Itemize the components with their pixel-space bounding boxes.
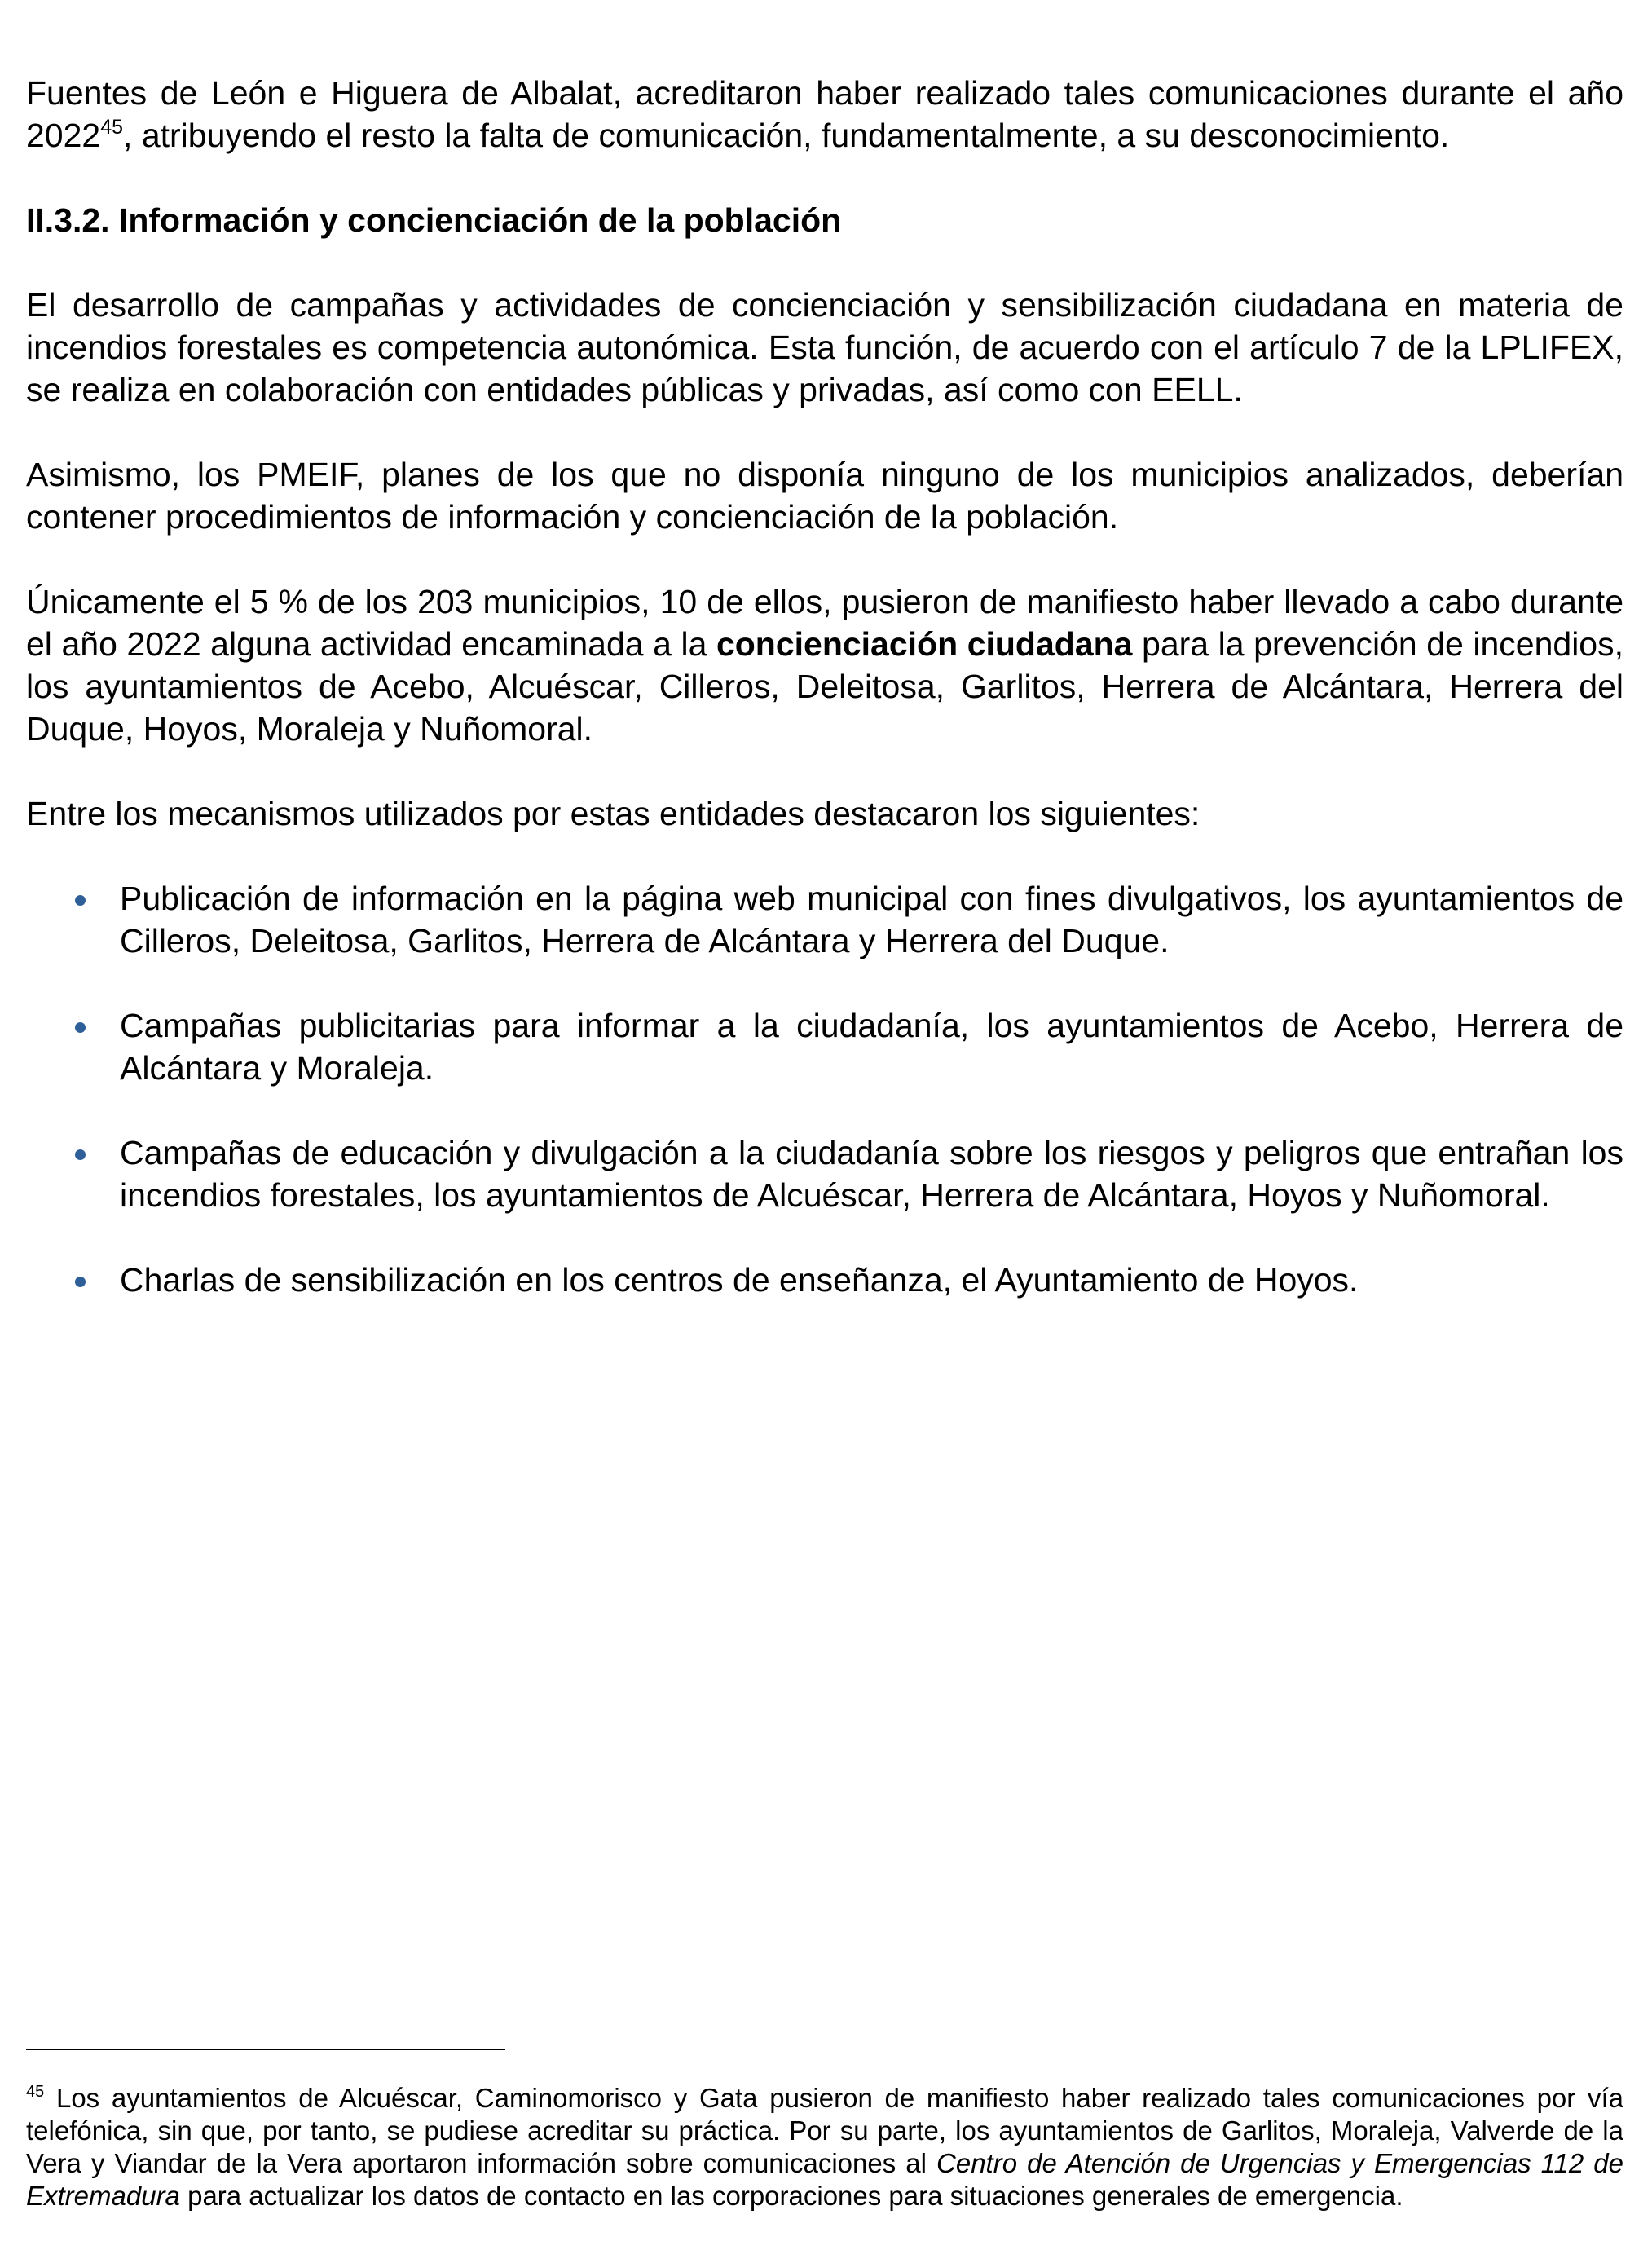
- paragraph-municipios-start: Únicamente el 5 % de los 203 municipios, 10 de ellos, pusieron de manifiesto haber llevado a cabo durante el año 2022 alguna actividad encaminada a la: [26, 583, 1623, 663]
- bullet-icon: [75, 895, 86, 906]
- list-item: [26, 1004, 1623, 1089]
- footnote-italic-text: Centro de Atención de Urgencias y Emergencias 112 de Extremadura: [26, 2148, 1624, 2211]
- paragraph-municipios-end: para la prevención de incendios, los ayuntamientos de Acebo, Alcuéscar, Cilleros, Deleitosa, Garlitos, Herrera de Alcántara, Herrera del Duque, Hoyos, Moraleja y Nuñomoral.: [26, 625, 1623, 748]
- footnote-text-end: para actualizar los datos de contacto en las corporaciones para situaciones generales de emergencia.: [179, 2181, 1403, 2211]
- list-item-text: Campañas publicitarias para informar a la ciudadanía, los ayuntamientos de Acebo, Herrera de Alcántara y Moraleja.: [120, 1007, 1623, 1087]
- footnote-number: 45: [26, 2083, 45, 2101]
- list-item: [26, 1132, 1623, 1216]
- bullet-icon: [75, 1022, 86, 1033]
- footnote-reference[interactable]: 45: [100, 116, 124, 139]
- list-item-text: Charlas de sensibilización en los centros de enseñanza, el Ayuntamiento de Hoyos.: [120, 1261, 1359, 1299]
- intro-paragraph: [26, 72, 1623, 157]
- mechanisms-list: [26, 877, 1623, 1301]
- footnote: [26, 2082, 1623, 2212]
- bullet-icon: [75, 1277, 86, 1287]
- paragraph-pmeif: Asimismo, los PMEIF, planes de los que no disponía ninguno de los municipios analizados, deberían contener procedimientos de información y concienciación de la población.: [26, 456, 1623, 536]
- document-page: [26, 72, 1623, 1301]
- list-item-text: Publicación de información en la página web municipal con fines divulgativos, los ayuntamientos de Cilleros, Deleitosa, Garlitos, Herrera de Alcántara y Herrera del Duque.: [120, 880, 1623, 959]
- bold-term: concienciación ciudadana: [716, 625, 1133, 663]
- bullet-icon: [75, 1149, 86, 1160]
- section-heading: II.3.2. Información y concienciación de la población: [26, 201, 842, 239]
- list-item: [26, 877, 1623, 962]
- intro-text: Fuentes de León e Higuera de Albalat, acreditaron haber realizado tales comunicaciones durante el año 2022: [26, 74, 1623, 154]
- footnote-text-start: Los ayuntamientos de Alcuéscar, Caminomorisco y Gata pusieron de manifiesto haber realizado tales comunicaciones por vía telefónica, sin que, por tanto, se pudiese acreditar su práctica. Por su parte, los ayuntamientos de Garlitos, Moraleja, Valverde de la Vera y Viandar de la Vera aportaron información sobre comunicaciones al: [26, 2083, 1623, 2178]
- list-item-text: Campañas de educación y divulgación a la ciudadanía sobre los riesgos y peligros que entrañan los incendios forestales, los ayuntamientos de Alcuéscar, Herrera de Alcántara, Hoyos y Nuñomoral.: [120, 1134, 1623, 1214]
- paragraph-mecanismos: Entre los mecanismos utilizados por estas entidades destacaron los siguientes:: [26, 795, 1200, 832]
- paragraph-competencia: El desarrollo de campañas y actividades de concienciación y sensibilización ciudadana en materia de incendios forestales es competencia autonómica. Esta función, de acuerdo con el artículo 7 de la LPLIFEX, se realiza en colaboración con entidades públicas y privadas, así como con EELL.: [26, 286, 1623, 408]
- footnote-separator: [26, 2049, 505, 2050]
- list-item: [26, 1259, 1623, 1301]
- intro-text-end: , atribuyendo el resto la falta de comunicación, fundamentalmente, a su desconocimiento.: [123, 117, 1450, 154]
- footnote-text: [26, 2082, 1623, 2212]
- paragraph-municipios: [26, 580, 1623, 750]
